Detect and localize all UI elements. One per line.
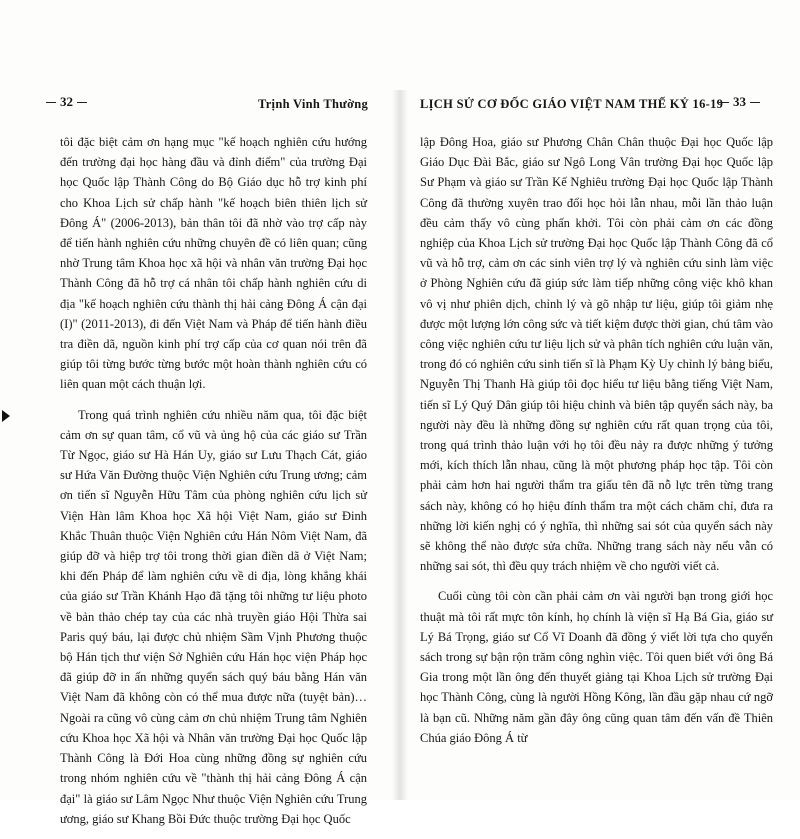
paragraph: tôi đặc biệt cảm ơn hạng mục "kế hoạch nghiên cứu hướng đến trường đại học hàng đầu và đỉnh điểm" của trường Đại học Quốc lập Thành Công do Bộ Giáo dục hỗ trợ kinh phí cho Khoa Lịch sử chấp hành "kế hoạch biên thiên lịch sử Đông Á" (2006-2013), bản thân tôi đã nhờ vào trợ cấp này để tiến hành nghiên cứu những chuyên đề có liên quan; cũng nhờ Trung tâm Khoa học xã hội và nhân văn trường Đại học Thành Công đã hỗ trợ cá nhân tôi chấp hành nghiên cứu di địa "kế hoạch nghiên cứu thành thị hải cảng Đông Á cận đại (I)" (2011-2013), đi đến Việt Nam và Pháp để tiến hành điều tra điền dã, nguồn kinh phí trợ cấp của cơ quan nói trên đã giúp tôi từng bước từng bước một hoàn thành nghiên cứu có liên quan một cách thuận lợi. <box>60 135 367 392</box>
paragraph: Trong quá trình nghiên cứu nhiều năm qua, tôi đặc biệt cảm ơn sự quan tâm, cổ vũ và ủng hộ của các giáo sư Trần Từ Ngọc, giáo sư Hà Hán Uy, giáo sư Lưu Thạch Cát, giáo sư Hứa Văn Đường thuộc Viện Nghiên cứu Trung ương; cảm ơn tiến sĩ Nguyễn Hữu Tâm của phòng nghiên cứu lịch sử Viện Hàn lâm Khoa học Xã hội Việt Nam, giáo sư Đinh Khắc Thuân thuộc Viện Nghiên cứu Hán Nôm Việt Nam, đã giúp đỡ và hiệp trợ tôi trong thời gian điền dã ở Việt Nam; khi đến Pháp để làm nghiên cứu về di địa, lòng khẳng khái của giáo sư Trần Khánh Hạo đã tặng tôi những tư liệu photo về bản thảo chép tay của các nhà truyền giáo Hội Thừa sai Paris quý báu, lại được chủ nhiệm Sầm Vịnh Phương thuộc bộ Hán tịch thư viện Sở Nghiên cứu Hán học viện Pháp học đã giúp đỡ in ấn những quyển sách quý báu bằng Hán văn Việt Nam đã không còn có thể mua được nữa (tuyệt bản)… Ngoài ra cũng vô cùng cảm ơn chủ nhiệm Trung tâm Nghiên cứu Khoa học Xã hội và Nhân văn trường Đại học Quốc lập Thành Công là Đới Hoa cùng những đồng sự nghiên cứu trong nhóm nghiên cứu về "thành thị hải cảng Đông Á cận đại" là giáo sư Lâm Ngọc Như thuộc Viện Nghiên cứu Trung ương, giáo sư Khang Bồi Đức thuộc trường Đại học Quốc <box>60 407 367 826</box>
page-body <box>420 132 773 758</box>
paragraph: Cuối cùng tôi còn cần phải cảm ơn vài người bạn trong giới học thuật mà tôi rất mực tôn kính, họ chính là viện sĩ Hạ Bá Gia, giáo sư Lý Bá Trọng, giáo sư Cổ Vĩ Doanh đã đồng ý viết lời tựa cho quyển sách trong sự bận rộn trăm công nghìn việc. Tôi quen biết với ông Bá Gia trong một lần ông đến thuyết giảng tại Khoa Lịch sử trường Đại học Thành Công, cùng là người Hồng Kông, lần đầu gặp nhau cứ ngỡ là bạn cũ. Những năm gần đây ông cũng quan tâm đến vấn đề Thiên Chúa giáo Đông Á từ <box>420 589 773 745</box>
page-number: 33 <box>733 94 746 109</box>
right-page <box>400 90 800 800</box>
running-head: Trịnh Vinh Thường <box>258 97 369 111</box>
paragraph: lập Đông Hoa, giáo sư Phương Chân Chân thuộc Đại học Quốc lập Giáo Dục Đài Bắc, giáo sư Ngô Long Vân trường Đại học Quốc lập Sư Phạm và giáo sư Trần Kế Nghiêu trường Đại học Quốc lập Thành Công đã thường xuyên trao đổi học hỏi lẫn nhau, mỗi lần thảo luận đều cảm thấy vô cùng phấn khởi. Tôi còn phải cảm ơn các đồng nghiệp của Khoa Lịch sử trường Đại học Quốc lập Thành Công đã cổ vũ và hỗ trợ, cảm ơn các sinh viên trợ lý và nghiên cứu sinh làm việc ở Phòng Nghiên cứu đã giúp sức làm tiếp những công việc khô khan vô vị như phiên dịch, chỉnh lý và gõ nhập tư liệu, giúp tôi giảm nhẹ được một lượng lớn công sức và tiết kiệm được thời gian, chú tâm vào công việc nghiên cứu tư liệu lịch sử và phân tích nghiên cứu luận văn, trong đó có nghiên cứu sinh tiến sĩ là Phạm Kỳ Uy chỉnh lý bảng biểu, Nguyễn Thị Thanh Hà giúp tôi đọc hiểu tư liệu bằng tiếng Việt Nam, tiến sĩ Lý Quý Dân giúp tôi hiệu chỉnh và biên tập quyển sách này, ba người này đều là những đồng sự nghiên cứu rất quan trọng của tôi, trong quá trình thảo luận với họ tôi đều nảy ra được những ý tưởng mới, kích thích lẫn nhau, cũng là một phương pháp học tập. Tôi còn phải cảm hơn hai người thẩm tra giấu tên đã nỗ lực trên từng trang sách này, không có họ hiệu đính thẩm tra một cách chăm chỉ, đưa ra những lời kiến nghị có ý nghĩa, thì những sai sót của quyển sách này sẽ không thể nào được sửa chữa. Những trang sách này nếu vẫn có những sai sót, thì đều quy trách nhiệm về cho người viết cả. <box>420 135 773 574</box>
running-head: LỊCH SỬ CƠ ĐỐC GIÁO VIỆT NAM THẾ KỶ 16-19 <box>420 97 724 111</box>
page-edge-mark <box>2 410 10 422</box>
page-number: 32 <box>60 94 73 109</box>
left-page <box>0 90 400 826</box>
page-body <box>60 132 367 839</box>
